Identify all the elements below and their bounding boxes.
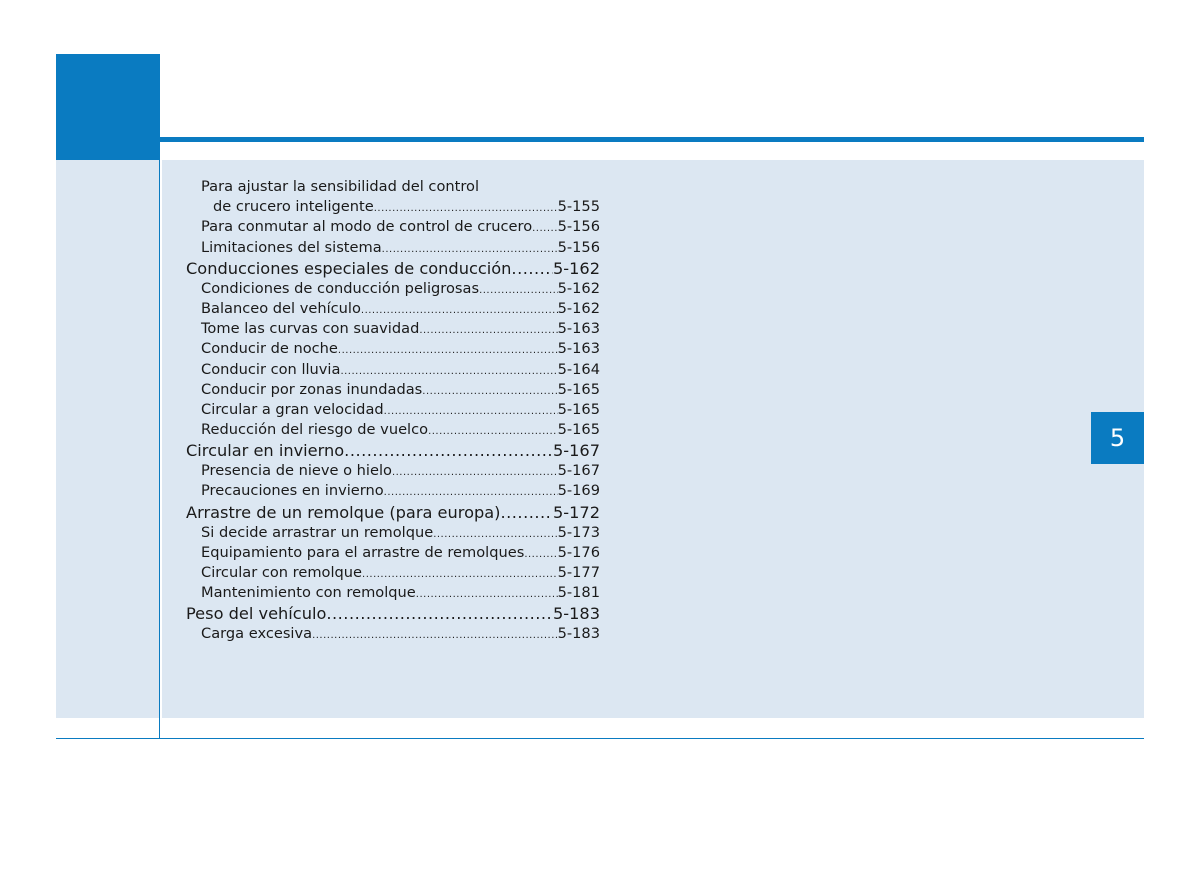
toc-entry-sub[interactable] [186, 543, 600, 563]
dot-leader [374, 199, 558, 217]
dot-leader [433, 525, 557, 543]
toc-entry-page: 5-173 [557, 523, 600, 541]
dot-leader [344, 440, 553, 461]
dot-leader [340, 362, 557, 380]
toc-entry-title: Reducción del riesgo de vuelco [201, 421, 429, 439]
toc-entry-sub[interactable] [186, 319, 600, 339]
left-margin-panel [56, 160, 159, 718]
header-color-block [56, 54, 160, 160]
dot-leader [326, 603, 553, 624]
toc-entry-title: Mantenimiento con remolque [201, 584, 416, 602]
toc-entry-title: Conducir de noche [201, 340, 338, 358]
toc-entry-sub[interactable] [186, 523, 600, 543]
toc-entry-title: Condiciones de conducción peligrosas [201, 279, 480, 297]
toc-entry-page: 5-165 [557, 400, 600, 418]
toc-entry-title: Conducir con lluvia [201, 360, 341, 378]
toc-entry-title: Peso del vehículo [186, 604, 327, 624]
toc-entry-title: Conducciones especiales de conducción [186, 258, 512, 278]
dot-leader [500, 502, 552, 523]
footer-rule [56, 738, 1144, 739]
toc-entry-sub[interactable] [186, 177, 600, 197]
table-of-contents [186, 177, 600, 645]
toc-entry-title: Presencia de nieve o hielo [201, 462, 392, 480]
toc-entry-title: Arrastre de un remolque (para europa) [186, 502, 501, 522]
toc-entry-sub[interactable] [186, 624, 600, 644]
toc-entry-page: 5-169 [557, 482, 600, 500]
toc-entry-title: Para ajustar la sensibilidad del control [201, 178, 480, 195]
toc-entry-main[interactable] [186, 603, 600, 624]
toc-entry-page: 5-163 [557, 340, 600, 358]
toc-entry-title: Equipamiento para el arrastre de remolques [201, 543, 525, 561]
toc-entry-title: Circular con remolque [201, 564, 363, 581]
dot-leader [361, 301, 558, 319]
dot-leader [384, 402, 558, 420]
toc-entry-page: 5-167 [557, 462, 600, 480]
toc-entry-page: 5-172 [552, 502, 600, 522]
chapter-tab[interactable]: 5 [1091, 412, 1144, 464]
toc-entry-title: Para conmutar al modo de control de crucero [201, 218, 533, 236]
toc-entry-page: 5-163 [557, 320, 600, 338]
toc-entry-sub[interactable] [186, 420, 600, 440]
toc-entry-title: Circular en invierno [186, 441, 345, 461]
toc-entry-page: 5-162 [557, 299, 600, 317]
toc-entry-title: Balanceo del vehículo [201, 299, 361, 317]
dot-leader [338, 341, 558, 359]
toc-entry-page: 5-176 [557, 543, 600, 561]
dot-leader [419, 321, 557, 339]
toc-entry-page: 5-162 [552, 258, 600, 278]
toc-entry-title: Precauciones en invierno [201, 482, 384, 500]
toc-entry-title: Limitaciones del sistema [201, 238, 382, 256]
toc-entry-page: 5-155 [557, 198, 600, 216]
dot-leader [384, 483, 558, 501]
toc-entry-sub[interactable] [186, 299, 600, 319]
dot-leader [312, 626, 558, 644]
dot-leader [416, 585, 558, 603]
dot-leader [532, 219, 557, 237]
toc-entry-page: 5-177 [557, 564, 600, 581]
toc-entry-title: Tome las curvas con suavidad [201, 320, 420, 338]
dot-leader [511, 258, 553, 279]
toc-entry-title: Circular a gran velocidad [201, 400, 384, 418]
toc-entry-main[interactable] [186, 502, 600, 523]
toc-entry-page: 5-156 [557, 238, 600, 256]
toc-entry-title: de crucero inteligente [213, 198, 374, 216]
toc-entry-sub[interactable] [186, 339, 600, 359]
toc-entry-page: 5-183 [552, 604, 600, 624]
toc-entry-title: Conducir por zonas inundadas [201, 380, 423, 398]
toc-entry-sub[interactable] [186, 279, 600, 299]
toc-entry-sub[interactable] [186, 380, 600, 400]
toc-entry-title: Carga excesiva [201, 625, 313, 643]
toc-entry-main[interactable] [186, 440, 600, 461]
toc-entry-page: 5-165 [557, 380, 600, 398]
header-rule [160, 137, 1144, 142]
dot-leader [382, 240, 558, 258]
dot-leader [524, 545, 557, 563]
toc-entry-sub[interactable] [186, 400, 600, 420]
dot-leader [422, 382, 557, 400]
toc-entry-sub[interactable] [186, 360, 600, 380]
toc-entry-page: 5-162 [557, 279, 600, 297]
toc-entry-page: 5-181 [557, 584, 600, 602]
toc-entry-page: 5-183 [557, 625, 600, 643]
dot-leader [362, 565, 558, 583]
toc-entry-title: Si decide arrastrar un remolque [201, 523, 434, 541]
dot-leader [392, 463, 558, 481]
toc-entry-page: 5-156 [557, 218, 600, 236]
toc-entry-page: 5-167 [552, 441, 600, 461]
toc-entry-sub[interactable] [186, 217, 600, 237]
toc-entry-sub[interactable] [186, 583, 600, 603]
toc-entry-page: 5-165 [557, 421, 600, 439]
toc-entry-sub[interactable] [186, 238, 600, 258]
toc-entry-sub[interactable] [186, 481, 600, 501]
dot-leader [479, 281, 558, 299]
vertical-divider [159, 160, 160, 739]
toc-entry-main[interactable] [186, 258, 600, 279]
toc-entry-page: 5-164 [557, 360, 600, 378]
toc-entry-sub[interactable] [186, 197, 600, 217]
toc-entry-sub[interactable] [186, 461, 600, 481]
dot-leader [428, 422, 558, 440]
toc-entry-sub[interactable] [186, 563, 600, 583]
